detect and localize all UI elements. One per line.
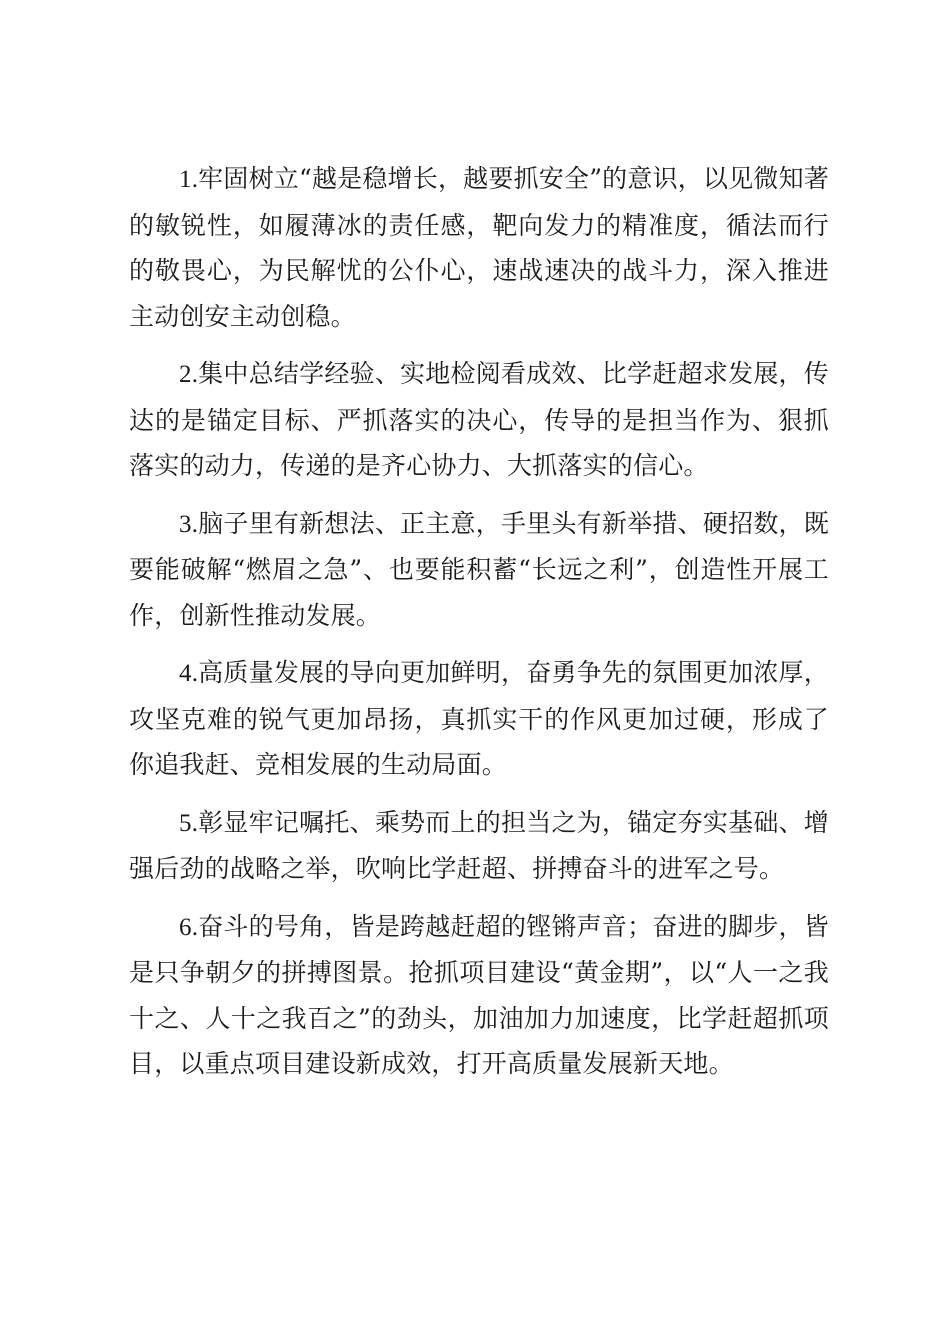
paragraph-text: 牢固树立“越是稳增长，越要抓安全”的意识，以见微知著的敏锐性，如履薄冰的责任感，靶向发力的精准度，循法而行的敬畏心，为民解忧的公仆心，速战速决的战斗力，深入推进主动创安主动创稳。	[129, 164, 829, 331]
paragraph-number: 1.	[179, 166, 199, 193]
paragraph-number: 5.	[179, 809, 199, 837]
paragraph-text: 高质量发展的导向更加鲜明，奋勇争先的氛围更加浓厚，攻坚克难的锐气更加昂扬，真抓实干的作风更加过硬，形成了你追我赶、竞相发展的生动局面。	[129, 658, 829, 779]
paragraph-6	[129, 904, 829, 1087]
paragraph-4	[129, 650, 829, 788]
paragraph-number: 2.	[179, 361, 199, 388]
paragraph-3	[129, 501, 829, 639]
paragraph-number: 6.	[179, 913, 199, 941]
paragraph-1	[129, 156, 829, 339]
paragraph-text: 集中总结学经验、实地检阅看成效、比学赶超求发展，传达的是锚定目标、严抓落实的决心，传导的是担当作为、狠抓落实的动力，传递的是齐心协力、大抓落实的信心。	[129, 359, 829, 480]
document-body	[129, 156, 829, 1099]
paragraph-text: 彰显牢记嘱托、乘势而上的担当之为，锚定夯实基础、增强后劲的战略之举，吹响比学赶超、拼搏奋斗的进军之号。	[129, 807, 829, 883]
paragraph-text: 脑子里有新想法、正主意，手里头有新举措、硬招数，既要能破解“燃眉之急”、也要能积蓄“长远之利”，创造性开展工作，创新性推动发展。	[129, 508, 829, 630]
paragraph-5	[129, 800, 829, 892]
paragraph-text: 奋斗的号角，皆是跨越赶超的铿锵声音；奋进的脚步，皆是只争朝夕的拼搏图景。抢抓项目建设“黄金期”，以“人一之我十之、人十之我百之”的劲头，加油加力加速度，比学赶超抓项目，以重点项目建设新成效，打开高质量发展新天地。	[129, 911, 829, 1078]
paragraph-number: 4.	[179, 660, 199, 687]
paragraph-number: 3.	[179, 510, 199, 538]
paragraph-2	[129, 351, 829, 489]
